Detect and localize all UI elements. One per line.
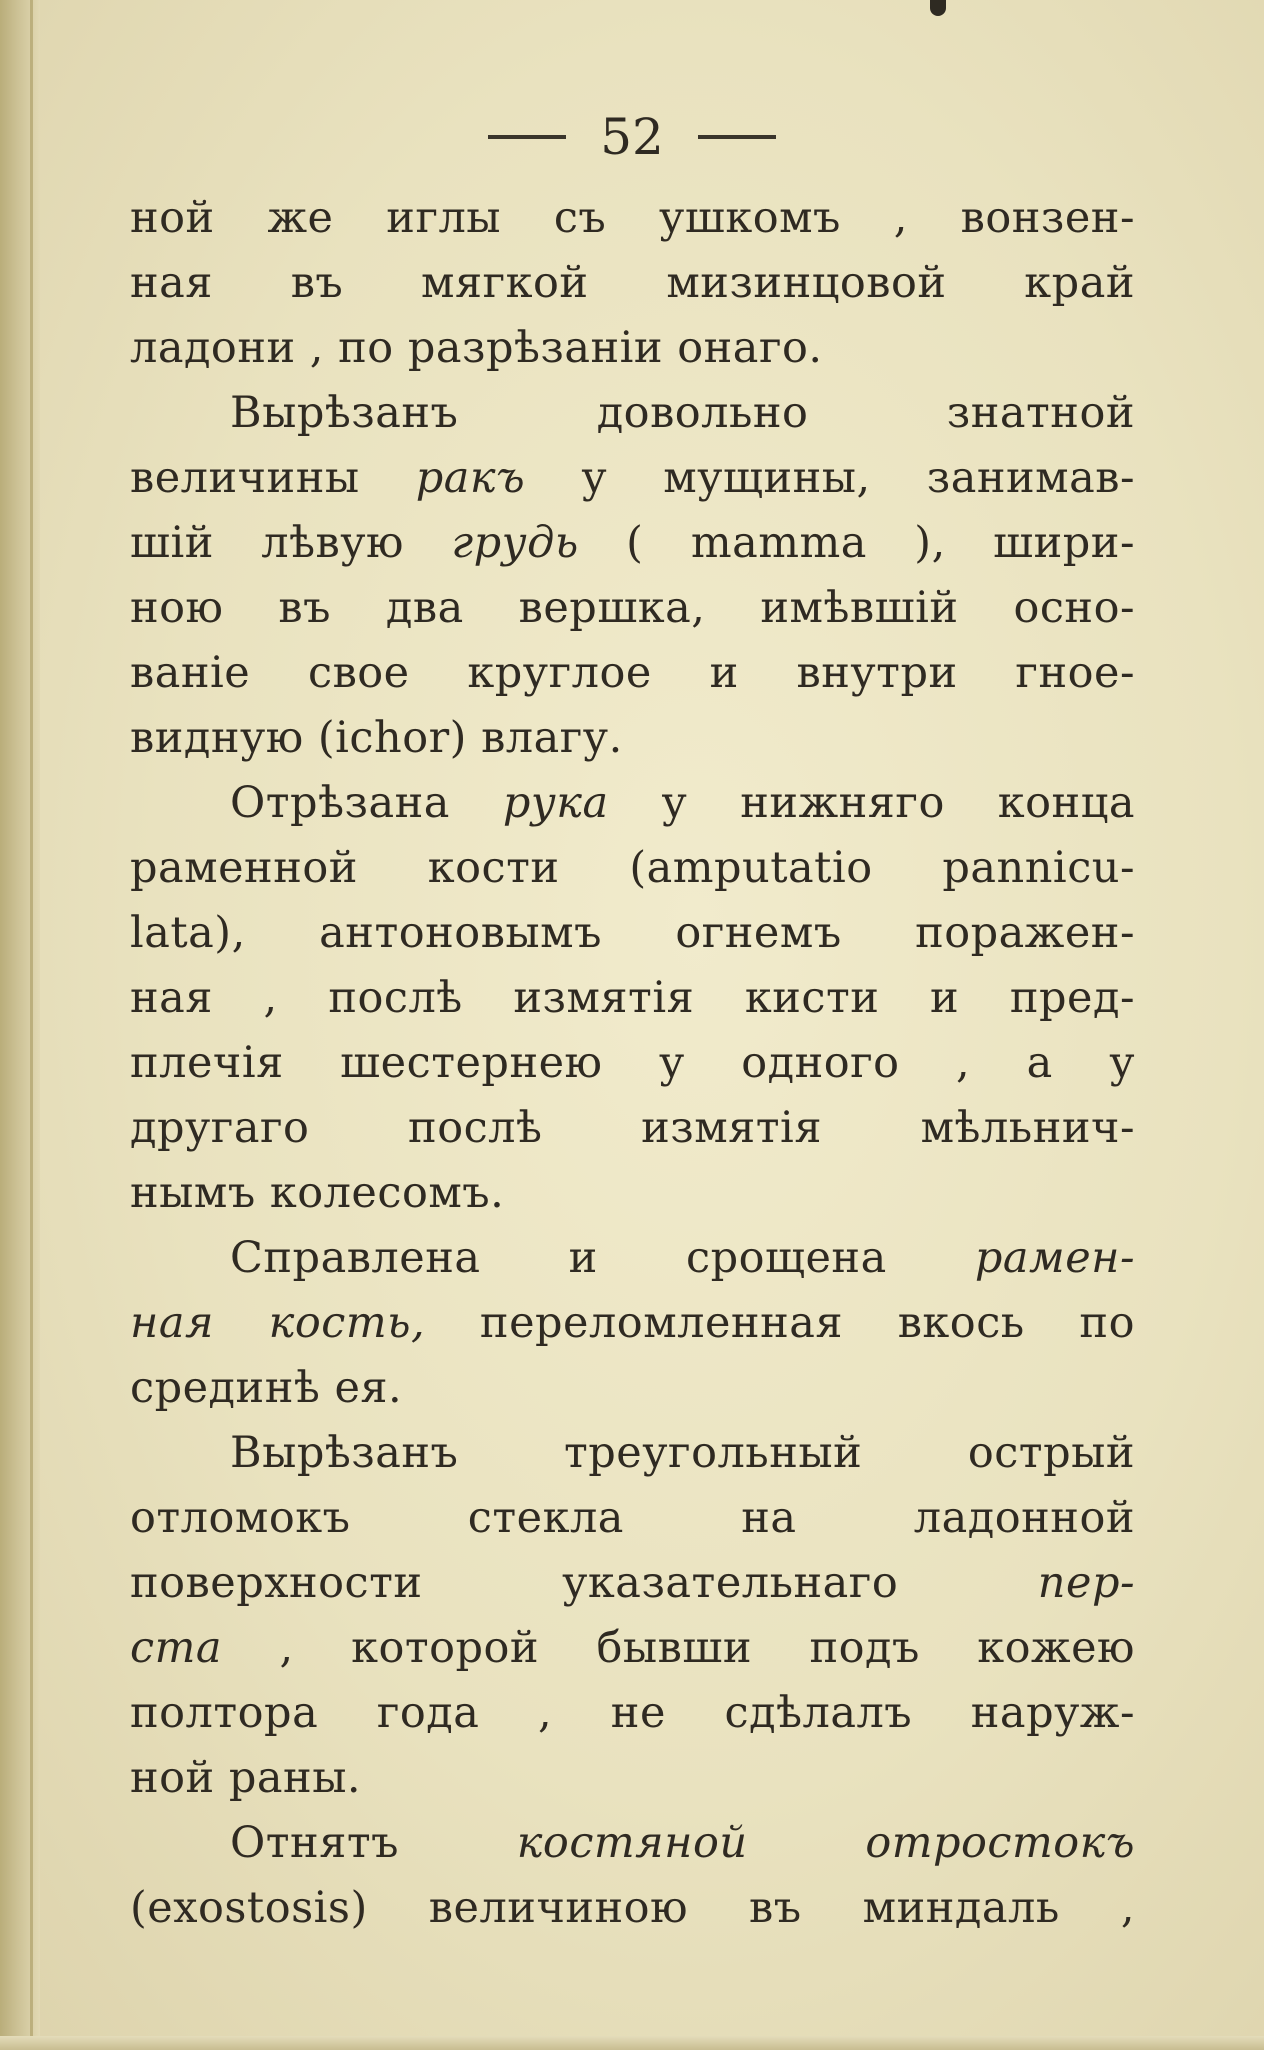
text-line [130,1811,1135,1876]
italic-term: пер- [1037,1558,1135,1608]
text-run: срединѣ ея. [130,1363,403,1413]
text-run: переломленная вкось по [425,1298,1135,1348]
ink-spot [930,0,946,16]
text-line [130,1876,1135,1941]
text-run: ною въ два вершка, имѣвшій осно- [130,583,1135,633]
text-run: величины [130,453,416,503]
text-line [130,1031,1135,1096]
text-line [130,1356,1135,1421]
text-line [130,836,1135,901]
header-dash-right [698,135,776,139]
text-line [130,1681,1135,1746]
text-line [130,511,1135,576]
italic-term: рука [502,778,609,828]
header-dash-left [488,135,566,139]
text-run: Справлена и срощена [230,1233,975,1283]
text-line [130,1291,1135,1356]
text-run: другаго послѣ измятія мѣльнич- [130,1103,1135,1153]
text-run: раменной кости (amputatio pannicu- [130,843,1135,893]
text-line [130,1226,1135,1291]
text-run: ная , послѣ измятія кисти и пред- [130,973,1135,1023]
text-run: ладони , по разрѣзаніи онаго. [130,323,823,373]
text-run: Вырѣзанъ довольно знатной [230,388,1135,438]
text-run: ной же иглы съ ушкомъ , вонзен- [130,193,1135,243]
text-run: ваніе свое круглое и внутри гное- [130,648,1135,698]
text-run: Отнятъ [230,1818,517,1868]
text-line [130,316,1135,381]
text-run: ная въ мягкой мизинцовой край [130,258,1135,308]
text-run: Отрѣзана [230,778,503,828]
page-header [0,102,1264,172]
text-run: видную (ichor) влагу. [130,713,623,763]
italic-term: рамен- [974,1233,1135,1283]
text-run: нымъ колесомъ. [130,1168,505,1218]
text-line [130,1161,1135,1226]
text-line [130,1096,1135,1161]
text-run: , которой бывши подъ кожею [222,1623,1135,1673]
italic-term: ная кость, [130,1298,426,1348]
page-binding-line [30,0,33,2050]
text-run: Вырѣзанъ треугольный острый [230,1428,1135,1478]
text-run: ной раны. [130,1753,362,1803]
text-line [130,1421,1135,1486]
italic-term: костяной отростокъ [516,1818,1135,1868]
text-line [130,641,1135,706]
text-run: поверхности указательнаго [130,1558,1038,1608]
text-run: отломокъ стекла на ладонной [130,1493,1135,1543]
text-line [130,1551,1135,1616]
text-run: ( mamma ), шири- [578,518,1135,568]
text-line [130,706,1135,771]
italic-term: ракъ [415,453,526,503]
body-text [130,186,1135,1941]
page-binding-edge [0,0,40,2050]
italic-term: ста [130,1623,222,1673]
text-line [130,186,1135,251]
text-run: у мущины, занимав- [525,453,1135,503]
text-line [130,966,1135,1031]
text-run: шій лѣвую [130,518,452,568]
text-run: полтора года , не сдѣлалъ наруж- [130,1688,1135,1738]
text-line [130,576,1135,641]
text-run: у нижняго конца [608,778,1135,828]
text-line [130,901,1135,966]
text-run: (exostosis) величиною въ миндаль , [130,1883,1135,1933]
italic-term: грудь [451,518,579,568]
page-bottom-edge [0,2036,1264,2050]
text-line [130,1746,1135,1811]
text-line [130,381,1135,446]
text-line [130,771,1135,836]
text-run: lata), антоновымъ огнемъ поражен- [130,908,1135,958]
text-line [130,1486,1135,1551]
text-line [130,1616,1135,1681]
text-line [130,251,1135,316]
page-number: 52 [600,108,664,166]
text-run: плечія шестернею у одного , а у [130,1038,1135,1088]
text-line [130,446,1135,511]
